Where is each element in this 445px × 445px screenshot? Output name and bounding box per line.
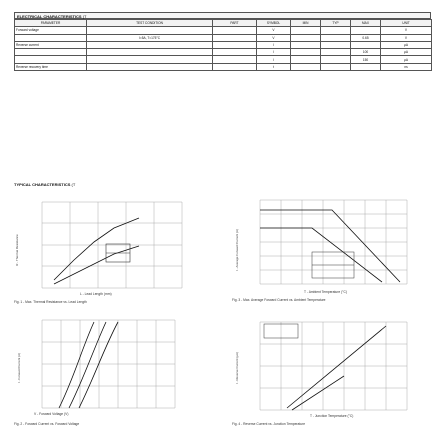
- table-cell: [351, 63, 381, 70]
- table-cell: [87, 63, 213, 70]
- table-row: [15, 34, 432, 41]
- table-cell: Reverse current: [15, 41, 87, 48]
- table-cell: [321, 41, 351, 48]
- figure-3-xlabel: T - Ambient Temperature (°C): [304, 290, 347, 294]
- table-cell: [291, 56, 321, 63]
- table-cell: [15, 56, 87, 63]
- figure-2-curve-c: [79, 322, 118, 408]
- table-cell: ns: [381, 63, 432, 70]
- figure-3-ylabel-text: I - Average Forward Current (A): [235, 229, 239, 271]
- figure-4-caption: Fig. 4 - Reverse Current vs. Junction Temperature: [232, 422, 306, 426]
- figure-1-ylabel: [15, 234, 19, 266]
- header-test-condition: TEST CONDITION: [87, 20, 213, 27]
- figure-1-curve-a: [54, 218, 139, 280]
- electrical-condition-text: (T: [82, 14, 87, 19]
- figure-3-ylabel: [235, 229, 239, 271]
- figure-2-xlabel: V - Forward Voltage (V): [34, 412, 69, 416]
- table-cell: [321, 49, 351, 56]
- figure-2-forward-current-vs-voltage: [14, 318, 199, 430]
- header-symbol: SYMBOL: [257, 20, 291, 27]
- table-cell: [321, 27, 351, 34]
- table-row: [15, 56, 432, 63]
- figure-1-ylabel-text: R - Thermal Resistance: [15, 234, 19, 266]
- figure-4-curve-b: [292, 376, 344, 410]
- table-cell: V: [257, 34, 291, 41]
- figure-2-curve-a: [59, 322, 94, 408]
- table-cell: [213, 34, 257, 41]
- table-cell: V: [257, 27, 291, 34]
- table-cell: Reverse recovery time: [15, 63, 87, 70]
- table-cell: [15, 34, 87, 41]
- figure-4-xlabel: T - Junction Temperature (°C): [310, 414, 354, 418]
- table-cell: Forward voltage: [15, 27, 87, 34]
- figure-3-forward-current-vs-temperature: [232, 194, 417, 306]
- figure-2-ylabel-text: I - Forward Current (A): [17, 352, 21, 384]
- figure-1-caption: Fig. 1 - Max. Thermal Resistance vs. Lead Length: [14, 300, 87, 304]
- typical-title-text: TYPICAL CHARACTERISTICS: [14, 182, 71, 187]
- electrical-title-text: ELECTRICAL CHARACTERISTICS: [17, 14, 82, 19]
- table-cell: I=5A, T=175°C: [87, 34, 213, 41]
- figure-2-curves: [59, 322, 118, 408]
- figure-3-gridlines: [260, 200, 407, 284]
- table-cell: [87, 27, 213, 34]
- figure-1-inset-drawing: [106, 244, 130, 262]
- header-part: PART: [213, 20, 257, 27]
- table-row: [15, 63, 432, 70]
- figure-1-curve-b: [54, 246, 139, 284]
- figure-4-gridlines: [260, 322, 407, 410]
- table-cell: I: [257, 56, 291, 63]
- table-row: [15, 41, 432, 48]
- table-cell: [291, 41, 321, 48]
- table-cell: [321, 63, 351, 70]
- figure-1-gridlines: [42, 202, 182, 288]
- table-cell: [15, 49, 87, 56]
- figure-4-reverse-current-vs-temperature: [232, 318, 417, 430]
- table-row: [15, 27, 432, 34]
- table-cell: μA: [381, 56, 432, 63]
- table-cell: I: [257, 41, 291, 48]
- figure-2-caption: Fig. 2 - Forward Current vs. Forward Voltage: [14, 422, 80, 426]
- header-min: MIN: [291, 20, 321, 27]
- table-cell: 100: [351, 49, 381, 56]
- figure-1-curves: [54, 218, 139, 284]
- table-cell: μA: [381, 49, 432, 56]
- table-cell: V: [381, 27, 432, 34]
- header-max: MAX: [351, 20, 381, 27]
- figure-1-thermal-resistance: [14, 194, 199, 306]
- table-cell: [213, 27, 257, 34]
- table-cell: [213, 63, 257, 70]
- header-parameter: PARAMETER: [15, 20, 87, 27]
- figure-1-plot: [14, 194, 199, 306]
- figure-2-ylabel: [17, 353, 21, 383]
- figure-3-caption: Fig. 3 - Max. Average Forward Current vs. Ambient Temperature: [232, 298, 326, 302]
- table-cell: [213, 41, 257, 48]
- figure-4-ylabel-text: I - Reverse Current (μA): [235, 351, 239, 385]
- table-cell: [291, 63, 321, 70]
- table-cell: 0.65: [351, 34, 381, 41]
- header-typ: TYP: [321, 20, 351, 27]
- table-cell: [351, 41, 381, 48]
- table-row: [15, 49, 432, 56]
- table-cell: [87, 49, 213, 56]
- figure-4-ylabel: [235, 352, 239, 384]
- table-cell: [87, 41, 213, 48]
- header-unit: UNIT: [381, 20, 432, 27]
- table-cell: 150: [351, 56, 381, 63]
- figure-2-curve-b: [69, 322, 106, 408]
- table-cell: [87, 56, 213, 63]
- table-cell: V: [381, 34, 432, 41]
- table-cell: [321, 34, 351, 41]
- typical-characteristics-title: [14, 182, 75, 187]
- table-cell: [351, 27, 381, 34]
- figure-1-xlabel: L - Lead Length (mm): [80, 292, 112, 296]
- electrical-characteristics-table: [14, 19, 432, 71]
- table-cell: I: [257, 49, 291, 56]
- table-cell: [321, 56, 351, 63]
- table-header-row: [15, 20, 432, 27]
- table-cell: t: [257, 63, 291, 70]
- figure-3-curve-b: [260, 228, 382, 282]
- table-cell: [291, 49, 321, 56]
- table-cell: [291, 27, 321, 34]
- table-cell: [213, 49, 257, 56]
- typical-condition-text: (T: [71, 182, 76, 187]
- table-cell: [291, 34, 321, 41]
- table-cell: [213, 56, 257, 63]
- electrical-table-title: [14, 12, 431, 19]
- figure-2-gridlines: [42, 320, 175, 408]
- table-cell: μA: [381, 41, 432, 48]
